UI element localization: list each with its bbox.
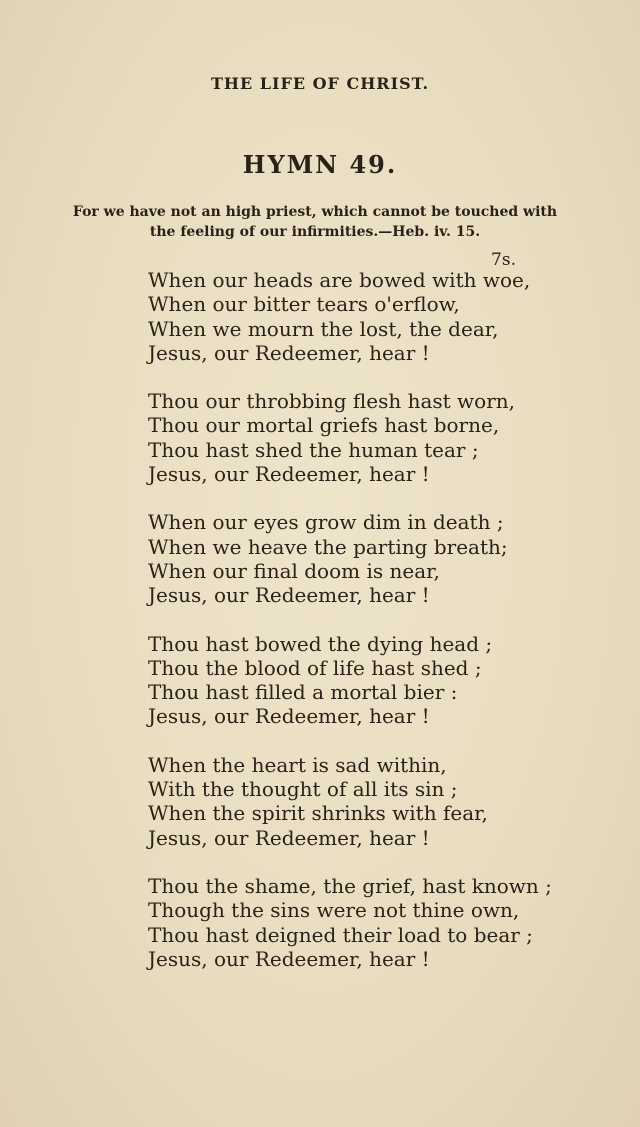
running-head: THE LIFE OF CHRIST.: [210, 74, 430, 93]
verse-line: When our eyes grow dim in death ;: [148, 510, 504, 535]
verse-line: Though the sins were not thine own,: [148, 898, 520, 923]
verse-line: When our heads are bowed with woe,: [148, 268, 531, 292]
hymn-title: HYMN 49.: [242, 150, 398, 179]
verse-line: When the heart is sad within,: [148, 752, 447, 777]
stanza: [148, 389, 568, 486]
verse-line: Thou hast filled a mortal bier :: [148, 680, 458, 705]
verse-line: Jesus, our Redeemer, hear !: [148, 340, 430, 365]
stanza: [148, 268, 568, 365]
verse-line: When our final doom is near,: [148, 558, 440, 583]
verse-line: Thou hast deigned their load to bear ;: [148, 922, 533, 947]
verse-line: Thou our mortal griefs hast borne,: [148, 413, 500, 438]
verse-line: Thou the blood of life hast shed ;: [148, 655, 482, 680]
epigraph: [70, 202, 560, 242]
meter-label: 7s.: [491, 250, 516, 270]
verse-line: Thou hast bowed the dying head ;: [148, 631, 493, 656]
verse-line: When we mourn the lost, the dear,: [148, 316, 499, 341]
verse-line: Jesus, our Redeemer, hear !: [148, 946, 430, 971]
stanza: [148, 510, 568, 607]
verse-line: Jesus, our Redeemer, hear !: [148, 583, 430, 608]
epigraph-line: For we have not an high priest, which cannot be touched with: [72, 204, 558, 220]
verse-line: Jesus, our Redeemer, hear !: [148, 704, 430, 729]
hymn-verses: [148, 268, 568, 995]
verse-line: When we heave the parting breath;: [148, 534, 508, 559]
verse-line: When the spirit shrinks with fear,: [148, 801, 488, 826]
stanza: [148, 874, 568, 971]
verse-line: Jesus, our Redeemer, hear !: [148, 462, 430, 487]
verse-line: Thou our throbbing flesh hast worn,: [148, 389, 516, 414]
stanza: [148, 632, 568, 729]
epigraph-line: the feeling of our infirmities.—Heb. iv. 15.: [149, 224, 481, 240]
verse-line: With the thought of all its sin ;: [148, 777, 458, 802]
verse-line: When our bitter tears o'erflow,: [148, 292, 460, 317]
verse-line: Jesus, our Redeemer, hear !: [148, 825, 430, 850]
stanza: [148, 753, 568, 850]
verse-line: Thou hast shed the human tear ;: [148, 437, 479, 462]
verse-line: Thou the shame, the grief, hast known ;: [148, 873, 552, 898]
